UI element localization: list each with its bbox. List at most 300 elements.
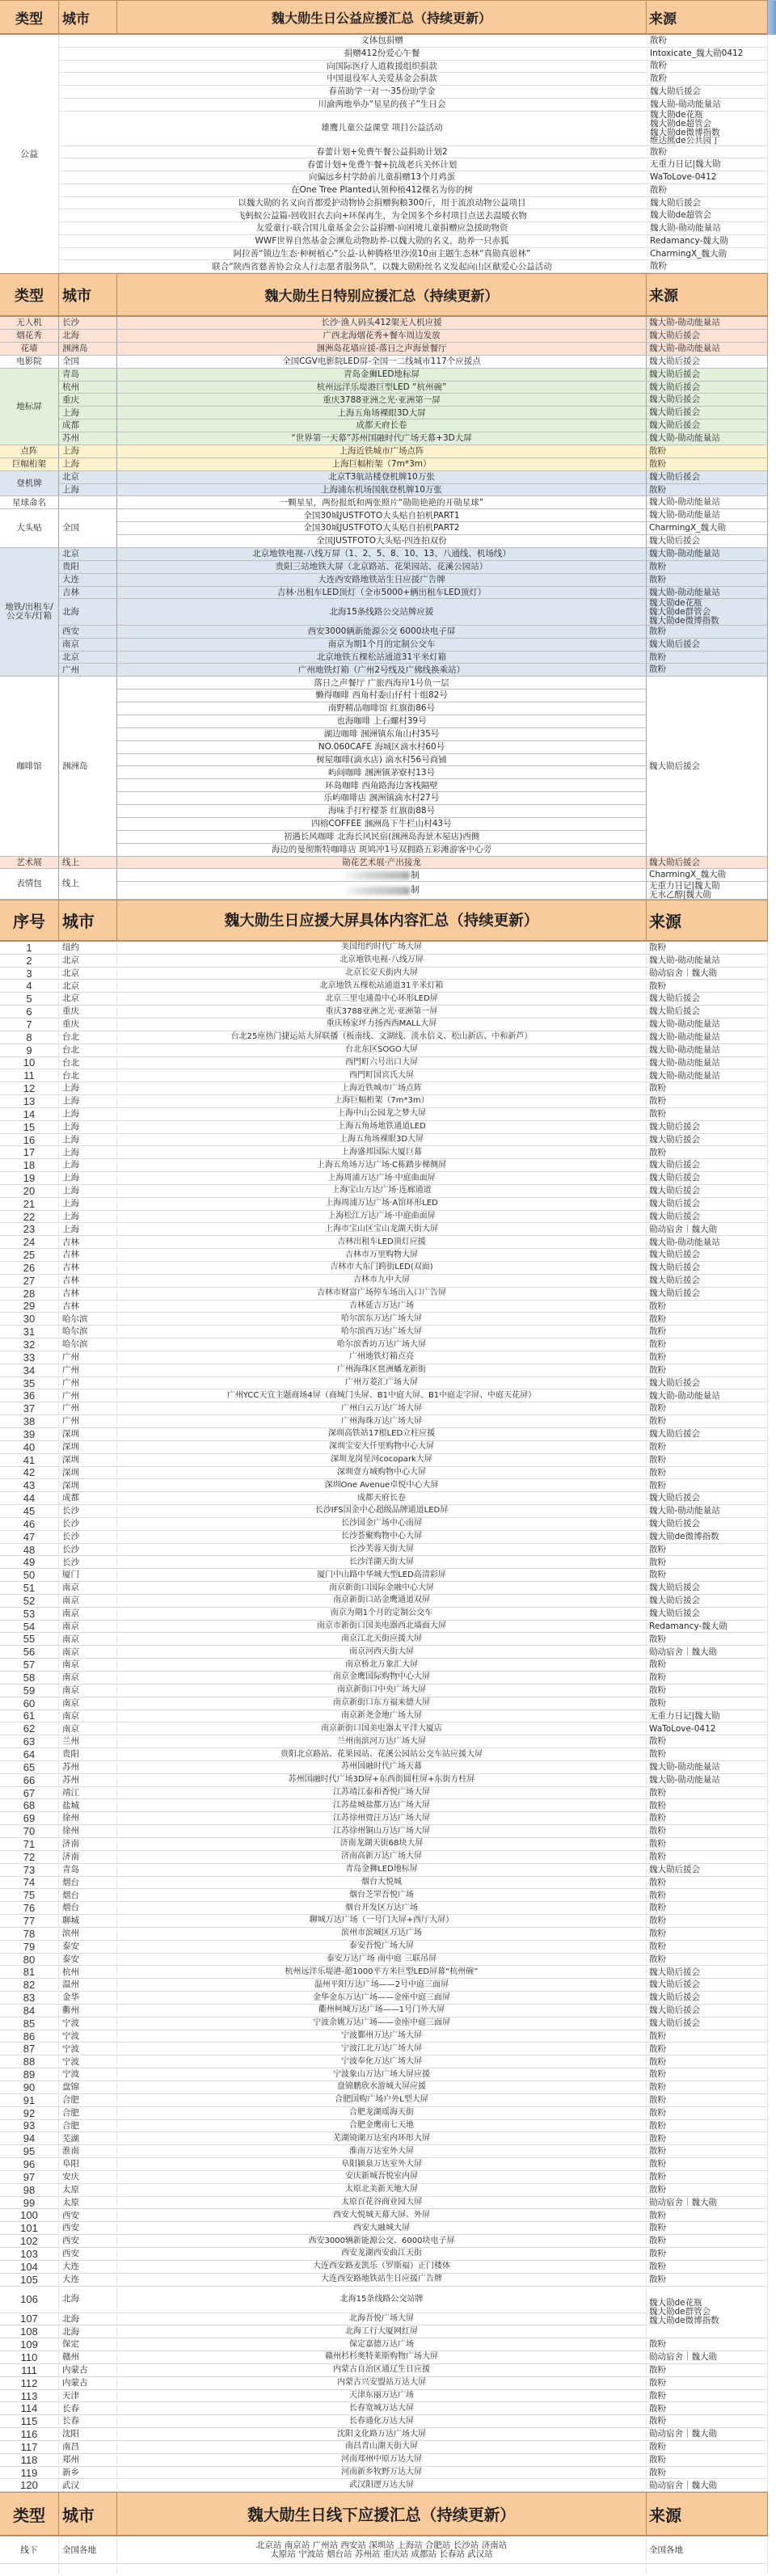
source-name: 散粉 <box>649 2184 666 2194</box>
row-number-text: 30 <box>23 1313 36 1326</box>
item-description: 全国JUSTFOTO大头贴-四连拍双份 <box>316 536 447 546</box>
source-name: 散粉 <box>649 1813 666 1823</box>
source-name: 散粉 <box>649 2274 666 2284</box>
item-description: 西安3000辆新能源公交 6000块电子屏 <box>307 626 456 637</box>
margin-cell <box>768 1172 776 1185</box>
margin-cell <box>768 574 776 587</box>
row-number-text: 15 <box>23 1120 36 1133</box>
source-cell <box>647 2428 768 2441</box>
source-name: 散粉 <box>649 1454 666 1465</box>
row-number <box>0 1492 59 1505</box>
city-cell <box>59 382 117 394</box>
city-name: 吉林 <box>62 1237 79 1247</box>
city-cell <box>59 2351 117 2364</box>
city-name: 上海 <box>62 407 79 418</box>
city-cell <box>59 1941 117 1954</box>
city-cell <box>59 471 117 484</box>
source-cell <box>647 2536 768 2564</box>
row-number-text: 20 <box>23 1184 36 1197</box>
city-name: 盐城 <box>62 1800 79 1811</box>
charity-item <box>59 146 647 159</box>
margin-cell <box>768 369 776 382</box>
margin-cell <box>768 382 776 394</box>
margin-cell <box>768 419 776 432</box>
item-description: 广州地铁灯箱（广州2号线及广佛线换乘站） <box>297 664 466 675</box>
item-description: 贵阳北京路站、花果园站、花溪公园站公交车站应援大屏 <box>280 1749 483 1759</box>
row-number <box>0 1595 59 1608</box>
screen-item <box>117 1095 647 1108</box>
row-number <box>0 1095 59 1108</box>
support-item <box>117 445 647 458</box>
city-cell <box>59 548 117 561</box>
row-number <box>0 1467 59 1480</box>
source-cell <box>647 1492 768 1505</box>
item-description: 深圳宝安大仟里购物中心大屏 <box>329 1442 434 1452</box>
support-item <box>117 369 647 382</box>
margin-cell <box>768 2479 776 2492</box>
city-name: 烟台 <box>62 1890 79 1900</box>
city-cell <box>59 1915 117 1928</box>
row-number-text: 17 <box>23 1146 36 1159</box>
source-cell <box>647 1108 768 1121</box>
item-description: 北京地铁五棵松站通道31平米灯箱 <box>319 980 444 990</box>
city-cell <box>59 1722 117 1735</box>
row-number-text: 14 <box>23 1107 36 1120</box>
margin-cell <box>768 869 776 882</box>
row-number <box>0 1006 59 1018</box>
screen-item <box>117 1838 647 1851</box>
support-item <box>117 728 647 741</box>
source-name: 散粉 <box>649 1442 666 1452</box>
screen-item <box>117 1979 647 1992</box>
header-source: 来源 <box>647 2492 768 2536</box>
margin-cell <box>768 1979 776 1992</box>
margin-cell <box>768 702 776 715</box>
item-description: 南京新街口站金鹰通道双屏 <box>333 1596 430 1605</box>
type-label: 点阵 <box>20 446 38 457</box>
city-name: 长沙 <box>62 1531 79 1541</box>
support-item <box>117 831 647 844</box>
support-item <box>117 484 647 497</box>
screen-item <box>117 2081 647 2094</box>
screen-item <box>117 1364 647 1377</box>
margin-cell <box>768 1915 776 1928</box>
type-cell <box>0 2536 59 2564</box>
source-cell <box>647 857 768 870</box>
screen-item <box>117 1544 647 1557</box>
support-item <box>117 754 647 767</box>
margin-cell <box>768 2248 776 2261</box>
source-name: 魏大勋后援会 <box>650 86 701 96</box>
item-description: 全国30城JUSTFOTO大头贴自拍机PART1 <box>303 510 460 521</box>
item-description: 北京地铁电视-八线万屏 <box>340 955 424 965</box>
city-cell <box>59 2441 117 2454</box>
item-description: 南京为期1个月的定制公交车 <box>330 1608 433 1618</box>
header-margin <box>768 2492 776 2536</box>
margin-cell <box>768 741 776 754</box>
row-number <box>0 2235 59 2248</box>
section-title: 魏大勋生日应援大屏具体内容汇总（持续更新） <box>117 900 647 942</box>
city-name: 长春 <box>62 2403 79 2414</box>
city-cell <box>59 1262 117 1275</box>
screen-item <box>117 1159 647 1172</box>
charity-item <box>59 184 647 197</box>
type-cell <box>0 869 59 899</box>
source-name: 散粉 <box>649 1109 666 1119</box>
source-name: 散粉 <box>650 35 667 45</box>
city-name: 深圳 <box>62 1467 79 1478</box>
city-cell <box>59 2094 117 2107</box>
screen-item <box>117 1748 647 1761</box>
source-name: 魏大勋-勋动能量站 <box>649 1506 720 1516</box>
margin-cell <box>768 1006 776 1018</box>
source-name: 魏大勋-勋动能量站 <box>649 433 720 444</box>
source-cell <box>647 1211 768 1224</box>
item-description: 阿拉善“锁边生态·种树植心”公益-认种腾格里沙漠10亩主题生态林“真勋真恩林” <box>233 248 531 259</box>
source-cell <box>647 1877 768 1890</box>
row-number <box>0 2338 59 2351</box>
item-description: 深圳壹方城购物中心大屏 <box>337 1467 426 1477</box>
row-number-text: 85 <box>23 2017 36 2030</box>
city-cell <box>59 1954 117 1967</box>
city-name: 北海 <box>62 2326 79 2337</box>
margin-cell <box>768 993 776 1006</box>
city-name: 上海 <box>62 1186 79 1196</box>
source-cell <box>647 1621 768 1634</box>
row-number <box>0 2005 59 2017</box>
source-name: 魏大勋后援会 <box>649 1198 700 1208</box>
screen-item <box>117 1467 647 1480</box>
screen-item <box>117 2055 647 2068</box>
item-description: 广州白云万达广场大屏 <box>341 1403 422 1413</box>
source-name: 魏大勋后援会 <box>649 331 700 341</box>
city-name: 长春 <box>62 2416 79 2426</box>
item-description: 懒得咖啡 西角村委山仔村十组82号 <box>315 690 448 701</box>
source-name: 散粉 <box>649 1339 666 1350</box>
source-name: 魏大勋后援会 <box>649 1006 700 1017</box>
source-cell <box>647 2364 768 2377</box>
type-label: 无人机 <box>16 318 42 328</box>
row-number-text: 82 <box>23 1979 36 1992</box>
item-description: 吉林市万里购物大屏 <box>345 1250 418 1259</box>
screen-item <box>117 1441 647 1454</box>
city-cell <box>59 1211 117 1224</box>
screen-item <box>117 2287 647 2313</box>
margin-cell <box>768 728 776 741</box>
source-cell <box>647 2005 768 2017</box>
row-number-text: 111 <box>21 2363 37 2376</box>
charity-table-body <box>0 35 776 273</box>
source-cell <box>647 561 768 574</box>
city-cell <box>59 2197 117 2210</box>
row-number-text: 102 <box>20 2235 38 2248</box>
source-cell <box>647 209 768 222</box>
row-number-text: 25 <box>23 1249 36 1262</box>
source-cell <box>647 1339 768 1351</box>
source-cell <box>647 158 768 171</box>
source-cell <box>647 1069 768 1082</box>
source-name: Redamancy-魏大勋 <box>650 235 728 246</box>
source-name: 魏大勋后援会 <box>649 382 700 392</box>
screen-item <box>117 1301 647 1313</box>
city-cell <box>59 1544 117 1557</box>
item-description: 北海工行大厦网红屏 <box>345 2326 418 2336</box>
screen-item <box>117 2005 647 2017</box>
source-cell <box>647 1710 768 1723</box>
header-number: 序号 <box>0 900 59 942</box>
charity-item <box>59 112 647 146</box>
support-item <box>117 561 647 574</box>
margin-cell <box>768 2351 776 2364</box>
screen-item <box>117 1672 647 1684</box>
item-description: 北京地铁电视-八线万屏（1、2、5、8、10、13、八通线、机场线） <box>252 549 511 559</box>
source-name: 散粉 <box>649 458 666 469</box>
city-cell <box>59 2536 117 2564</box>
item-description: NO.060CAFE 海城区滴水村60号 <box>318 741 445 752</box>
city-name: 北京 <box>62 968 79 978</box>
source-cell <box>647 2479 768 2492</box>
screen-item <box>117 1710 647 1723</box>
margin-cell <box>768 1646 776 1659</box>
screen-item <box>117 1223 647 1236</box>
item-description: 合肥国购广场户外L型大屏 <box>335 2095 428 2105</box>
item-description: 赣州杉杉奥特莱斯购物广场大屏 <box>325 2352 438 2362</box>
source-cell <box>647 369 768 382</box>
city-cell <box>59 1492 117 1505</box>
source-name: 散粉 <box>650 74 667 84</box>
type-cell <box>0 369 59 445</box>
city-cell <box>59 1428 117 1441</box>
margin-cell <box>768 857 776 870</box>
margin-cell <box>768 158 776 171</box>
screen-item <box>117 1531 647 1544</box>
margin-cell <box>768 35 776 48</box>
city-name: 上海 <box>62 484 79 495</box>
row-number-text: 12 <box>23 1082 36 1095</box>
margin-cell <box>768 1069 776 1082</box>
source-name: 魏大勋-勋动能量站 <box>649 1390 720 1401</box>
source-cell <box>647 48 768 61</box>
city-cell <box>59 1364 117 1377</box>
margin-cell <box>768 626 776 639</box>
row-number-text: 35 <box>23 1377 36 1389</box>
city-name: 聊城 <box>62 1916 79 1926</box>
row-number <box>0 1172 59 1185</box>
margin-cell <box>768 2325 776 2338</box>
city-cell <box>59 2055 117 2068</box>
city-name: 线上 <box>62 857 79 867</box>
row-number-text: 110 <box>20 2350 38 2363</box>
row-number <box>0 1223 59 1236</box>
city-name: 新乡 <box>62 2467 79 2477</box>
source-cell <box>647 2145 768 2158</box>
column-selection-indicator <box>768 0 776 35</box>
item-description: 内蒙古自治区通辽生日应援 <box>333 2365 430 2375</box>
row-number-text: 120 <box>20 2479 38 2492</box>
city-cell <box>59 458 117 471</box>
source-cell <box>647 471 768 484</box>
screen-item <box>117 2441 647 2454</box>
screen-item <box>117 1941 647 1954</box>
city-name: 哈尔滨 <box>62 1313 88 1324</box>
margin-cell <box>768 484 776 497</box>
city-cell <box>59 1825 117 1838</box>
item-description: 台北25座热门捷运站大屏联播（板南线、文湖线、淡水信义、松山新店、中和新芦） <box>230 1032 533 1042</box>
city-name: 南京 <box>62 1723 79 1734</box>
margin-cell <box>768 779 776 792</box>
source-cell <box>647 1518 768 1531</box>
row-number-text: 52 <box>23 1594 36 1607</box>
margin-cell <box>768 2120 776 2133</box>
city-cell <box>59 2145 117 2158</box>
source-cell <box>647 1851 768 1864</box>
row-number-text: 93 <box>23 2119 36 2132</box>
source-name: 散粉 <box>649 1839 666 1849</box>
source-cell <box>647 1479 768 1492</box>
city-name: 太原 <box>62 2184 79 2194</box>
margin-cell <box>768 844 776 857</box>
source-name: 散粉 <box>649 1890 666 1900</box>
row-number-text: 81 <box>23 1966 36 1979</box>
source-cell <box>647 1659 768 1672</box>
city-name: 上海 <box>62 1083 79 1094</box>
item-description: 深圳高铁站17根LED立柱应援 <box>327 1429 436 1439</box>
support-item <box>117 599 647 625</box>
row-number-text: 49 <box>23 1556 36 1569</box>
source-name: 魏大勋后援会 <box>649 369 700 379</box>
item-description: 上海周浦万达广场·A馆环形LED <box>325 1199 438 1208</box>
city-name: 青岛 <box>62 369 79 379</box>
source-name: 散粉 <box>649 2390 666 2401</box>
city-name: 哈尔滨 <box>62 1339 88 1350</box>
source-cell <box>647 73 768 86</box>
type-cell <box>0 509 59 548</box>
city-name: 阜阳 <box>62 2159 79 2169</box>
row-number <box>0 1812 59 1825</box>
item-description: 制 <box>411 885 420 896</box>
item-description: 一颗星星，两份报纸和两张照片“勋勋艳艳的开勋星球” <box>279 497 484 508</box>
city-cell <box>59 343 117 356</box>
margin-cell <box>768 1377 776 1390</box>
source-cell <box>647 664 768 677</box>
source-name: 魏大勋de花瓶 <box>649 2298 702 2308</box>
row-number-text: 98 <box>23 2183 36 2196</box>
row-number-text: 21 <box>23 1197 36 1210</box>
margin-cell <box>768 2043 776 2055</box>
city-name: 厦门 <box>62 1570 79 1580</box>
source-name: 魏大勋-勋动能量站 <box>649 1070 720 1081</box>
margin-cell <box>768 1954 776 1967</box>
item-description: 中国退役军人关爱基金会捐款 <box>327 74 437 84</box>
margin-cell <box>768 689 776 702</box>
source-cell <box>647 2068 768 2081</box>
screen-item <box>117 1172 647 1185</box>
margin-cell <box>768 317 776 330</box>
city-cell <box>59 1223 117 1236</box>
row-number <box>0 1889 59 1902</box>
row-number <box>0 2467 59 2480</box>
source-name: 散粉 <box>649 1570 666 1580</box>
row-number-text: 71 <box>23 1837 36 1850</box>
source-cell <box>647 1082 768 1095</box>
city-name: 徐州 <box>62 1813 79 1823</box>
item-description: 川渝两地举办“星星的孩子”生日会 <box>318 99 446 109</box>
item-description: 湖边咖啡 涠洲镇东角山村35号 <box>323 729 440 740</box>
charity-item <box>59 86 647 99</box>
city-name: 哈尔滨 <box>62 1326 88 1337</box>
source-name: 散粉 <box>649 1800 666 1811</box>
source-cell <box>647 1582 768 1595</box>
screen-item <box>117 1275 647 1288</box>
city-cell <box>59 1787 117 1800</box>
row-number-text: 45 <box>23 1504 36 1517</box>
row-number <box>0 2325 59 2338</box>
city-cell <box>59 496 117 509</box>
item-description: 涠洲岛花墙应援-落日之声海景餐厅 <box>316 344 447 354</box>
item-description: 全国30城JUSTFOTO大头贴自拍机PART2 <box>303 523 460 533</box>
source-name: 散粉 <box>649 2133 666 2144</box>
row-number <box>0 1275 59 1288</box>
support-item <box>117 857 647 870</box>
support-item <box>117 651 647 664</box>
source-name: 散粉 <box>649 1929 666 1939</box>
city-name: 深圳 <box>62 1480 79 1490</box>
row-number-text: 113 <box>20 2389 38 2402</box>
screen-item <box>117 2017 647 2030</box>
source-name: 散粉 <box>649 1672 666 1683</box>
item-description: 贵阳三站地铁大屏（北京路站、花果园站、花溪公园站） <box>275 562 488 571</box>
source-name: 散粉 <box>649 1916 666 1926</box>
header-source: 来源 <box>647 900 768 942</box>
source-name: 散粉 <box>649 1736 666 1747</box>
source-name: 散粉 <box>649 2146 666 2157</box>
city-name: 上海 <box>62 1224 79 1234</box>
source-name: 散粉 <box>649 445 666 456</box>
city-cell <box>59 968 117 980</box>
source-cell <box>647 2171 768 2184</box>
source-name: 散粉 <box>649 2172 666 2182</box>
city-cell <box>59 2005 117 2017</box>
source-cell <box>647 1441 768 1454</box>
source-cell <box>647 2248 768 2261</box>
item-description: 济南龙湖天街68块大屏 <box>340 1839 424 1849</box>
row-number-text: 55 <box>23 1633 36 1646</box>
support-item <box>117 382 647 394</box>
support-item <box>117 741 647 754</box>
source-cell <box>647 1326 768 1339</box>
source-cell <box>647 1531 768 1544</box>
city-name: 北京 <box>62 651 79 662</box>
source-name: 魏大勋后援会 <box>649 1288 700 1298</box>
support-item <box>117 869 647 882</box>
item-description: 宁波江北万达广场大屏 <box>341 2043 422 2053</box>
row-number <box>0 1031 59 1044</box>
support-item <box>117 574 647 587</box>
city-name: 上海 <box>62 1134 79 1145</box>
margin-cell <box>768 548 776 561</box>
margin-cell <box>768 1198 776 1211</box>
city-name: 杭州 <box>62 382 79 392</box>
charity-item <box>59 99 647 112</box>
margin-cell <box>768 2390 776 2403</box>
source-name: 魏大勋-勋动能量站 <box>649 510 720 521</box>
source-name: 魏大勋-勋动能量站 <box>649 318 720 328</box>
item-description: 河南郑州中原万达大屏 <box>341 2455 422 2464</box>
margin-cell <box>768 1761 776 1774</box>
margin-cell <box>768 1441 776 1454</box>
row-number <box>0 2145 59 2158</box>
row-number-text: 90 <box>23 2081 36 2093</box>
